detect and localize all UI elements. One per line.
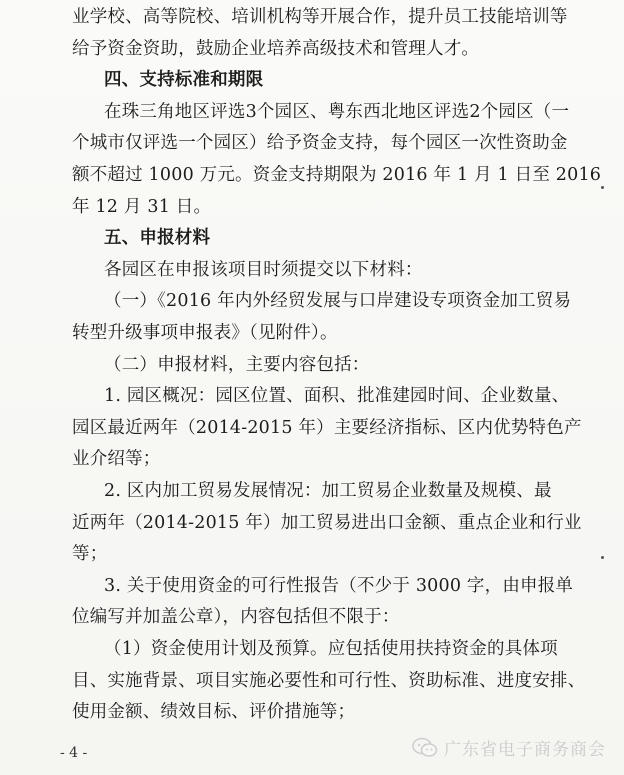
text-line: 在珠三角地区评选3个园区、粤东西北地区评选2个园区（一 bbox=[104, 101, 570, 122]
text-line: 园区最近两年（2014-2015 年）主要经济指标、区内优势特色产 bbox=[72, 417, 582, 438]
text-line: （1）资金使用计划及预算。应包括使用扶持资金的具体项 bbox=[104, 639, 558, 659]
scan-speck bbox=[601, 556, 604, 559]
text-line: 位编写并加盖公章），内容包括但不限于： bbox=[72, 607, 400, 628]
text-line: 近两年（2014-2015 年）加工贸易进出口金额、重点企业和行业 bbox=[72, 512, 582, 533]
text-line: 业学校、高等院校、培训机构等开展合作，提升员工技能培训等 bbox=[72, 7, 568, 27]
watermark bbox=[412, 735, 606, 760]
text-line: 各园区在申报该项目时须提交以下材料： bbox=[104, 259, 423, 280]
text-line: 使用金额、绩效目标、评价措施等； bbox=[72, 702, 356, 723]
text-line: 3. 关于使用资金的可行性报告（不少于 3000 字，由申报单 bbox=[104, 575, 574, 596]
text-line: 等； bbox=[72, 544, 108, 565]
watermark-text: 广东省电子商务商会 bbox=[444, 740, 606, 760]
text-line: 目、实施背景、项目实施必要性和可行性、资助标准、进度安排、 bbox=[72, 670, 586, 691]
text-line: 1. 园区概况：园区位置、面积、批准建园时间、企业数量、 bbox=[104, 386, 570, 407]
text-line: 年 12 月 31 日。 bbox=[72, 196, 212, 217]
text-line: 2. 区内加工贸易发展情况：加工贸易企业数量及规模、最 bbox=[104, 481, 552, 501]
text-line: （二）申报材料，主要内容包括： bbox=[104, 354, 370, 375]
section-heading: 四、支持标准和期限 bbox=[104, 70, 264, 91]
text-line: 业介绍等； bbox=[72, 449, 161, 470]
text-line: （一）《2016 年内外经贸发展与口岸建设专项资金加工贸易 bbox=[104, 291, 572, 312]
text-line: 转型升级事项申报表》（见附件）。 bbox=[72, 323, 338, 343]
wechat-icon bbox=[412, 737, 438, 759]
text-line: 个城市仅评选一个园区）给予资金支持，每个园区一次性资助金 bbox=[72, 133, 568, 154]
section-heading: 五、申报材料 bbox=[104, 228, 211, 249]
text-line: 额不超过 1000 万元。资金支持期限为 2016 年 1 月 1 日至 2016 bbox=[72, 165, 602, 185]
page-number: - 4 - bbox=[60, 745, 88, 761]
scan-speck bbox=[601, 186, 604, 189]
text-line: 给予资金资助，鼓励企业培养高级技术和管理人才。 bbox=[72, 38, 480, 59]
